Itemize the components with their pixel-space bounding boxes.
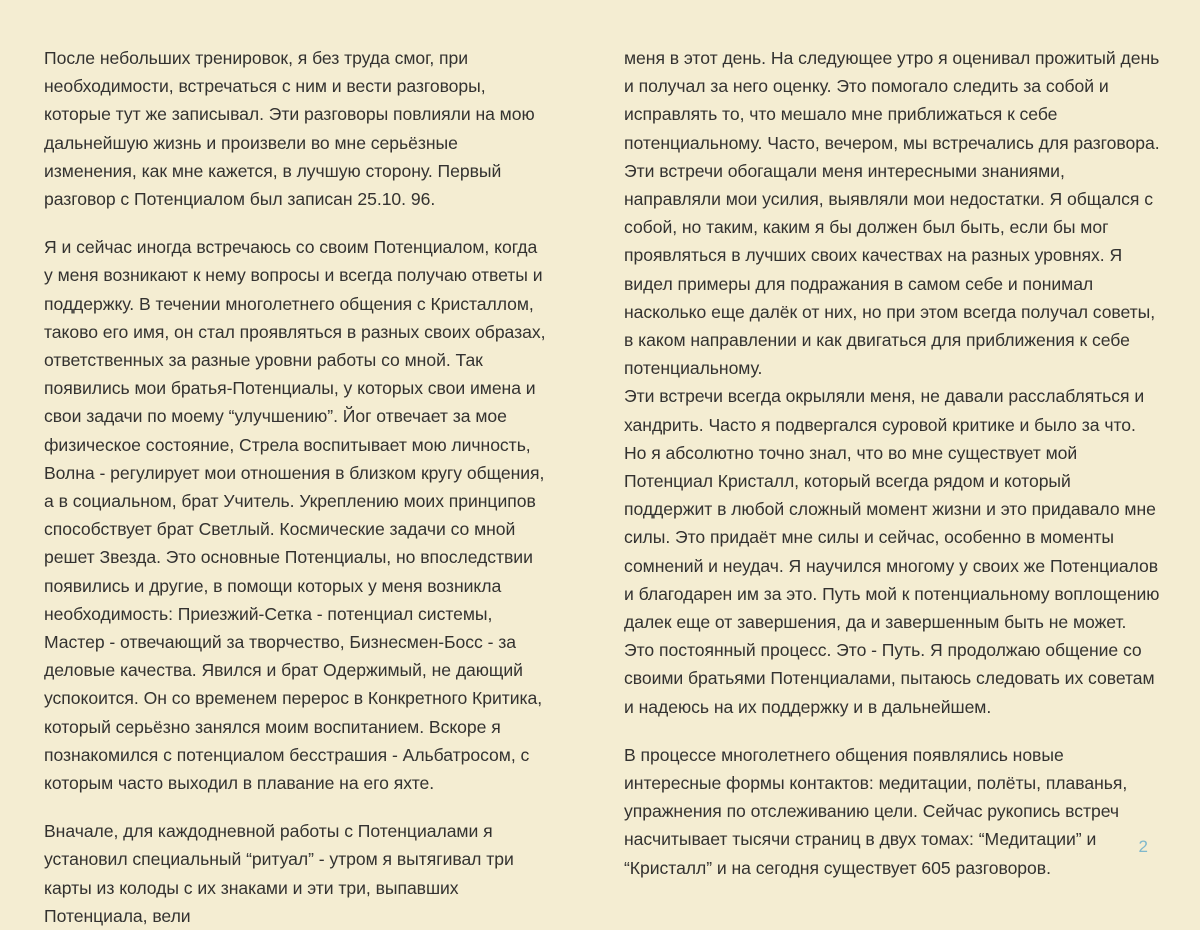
paragraph: Я и сейчас иногда встречаюсь со своим Потенциалом, когда у меня возникают к нему вопросы и всегда получаю ответы и поддержку. В течении многолетнего общения с Кристаллом, таково его имя, он стал проявляться в разных своих образах, ответственных за разные уровни работы со мной. Так появились мои братья-Потенциалы, у которых свои имена и свои задачи по моему “улучшению”. Йог отвечает за мое физическое состояние, Стрела воспитывает мою личность, Волна - регулирует мои отношения в близком кругу общения, а в социальном, брат Учитель. Укреплению моих принципов способствует брат Светлый. Космические задачи со мной решет Звезда. Это основные Потенциалы, но впоследствии появились и другие, в помощи которых у меня возникла необходимость: Приезжий-Сетка - потенциал системы, Мастер - отвечающий за творчество, Бизнесмен-Босс - за деловые качества. Явился и брат Одержимый, не дающий успокоится. Он со временем перерос в Конкретного Критика, который серьёзно занялся моим воспитанием. Вскоре я познакомился с потенциалом бесстрашия - Альбатросом, с которым часто выходил в плавание на его яхте. bbox=[44, 237, 546, 794]
paragraph: Вначале, для каждодневной работы с Потенциалами я установил специальный “ритуал” - утром я вытягивал три карты из колоды с их знаками и эти три, выпавших Потенциала, вели bbox=[44, 821, 514, 926]
paragraph: Эти встречи всегда окрыляли меня, не давали расслабляться и хандрить. Часто я подвергался суровой критике и было за что. Но я абсолютно точно знал, что во мне существует мой Потенциал Кристалл, который всегда рядом и который поддержит в любой сложный момент жизни и это придавало мне силы. Это придаёт мне силы и сейчас, особенно в моменты сомнений и неудач. Я научился многому у своих же Потенциалов и благодарен им за это. Путь мой к потенциальному воплощению далек еще от завершения, да и завершенным быть не может. Это постоянный процесс. Это - Путь. Я продолжаю общение со своими братьями Потенциалами, пытаюсь следовать их советам и надеюсь на их поддержку и в дальнейшем. bbox=[624, 386, 1160, 717]
paragraph: После небольших тренировок, я без труда смог, при необходимости, встречаться с ним и вести разговоры, которые тут же записывал. Эти разговоры повлияли на мою дальнейшую жизнь и произвели во мне серьёзные изменения, как мне кажется, в лучшую сторону. Первый разговор с Потенциалом был записан 25.10. 96. bbox=[44, 48, 535, 210]
paragraph: меня в этот день. На следующее утро я оценивал прожитый день и получал за него оценку. Это помогало следить за собой и исправлять то, что мешало мне приближаться к себе потенциальному. Часто, вечером, мы встречались для разговора. Эти встречи обогащали меня интересными знаниями, направляли мои усилия, выявляли мои недостатки. Я общался с собой, но таким, каким я бы должен был быть, если бы мог проявляться в лучших своих качествах на разных уровнях. Я видел примеры для подражания в самом себе и понимал насколько еще далёк от них, но при этом всегда получал советы, в каком направлении и как двигаться для приближения к себе потенциальному. bbox=[624, 48, 1160, 379]
page-number: 2 bbox=[1138, 837, 1148, 856]
left-text-column bbox=[0, 0, 562, 930]
paragraph: В процессе многолетнего общения появлялись новые интересные формы контактов: медитации, полёты, плаванья, упражнения по отслеживанию цели. Сейчас рукопись встреч насчитывает тысячи страниц в двух томах: “Медитации” и “Кристалл” и на сегодня существует 605 разговоров. bbox=[624, 744, 1128, 878]
right-text-column bbox=[562, 0, 1200, 882]
